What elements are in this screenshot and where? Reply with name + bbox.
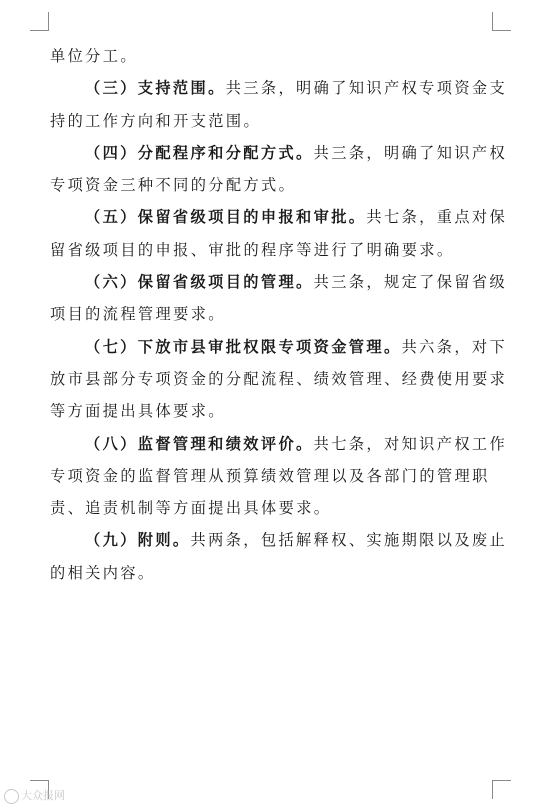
text-line (50, 266, 508, 298)
text-line (50, 298, 495, 330)
text-line (50, 395, 495, 427)
paragraph (50, 331, 508, 428)
text-line (50, 105, 495, 137)
paragraph (50, 40, 495, 72)
text-line (50, 234, 495, 266)
line-text: 共七条，对知识产权工作 (313, 434, 508, 453)
line-text: 共三条，明确了知识产权专项资金支 (225, 79, 508, 98)
section-heading: （四）分配程序和分配方式。 (85, 143, 314, 162)
section-heading: （五）保留省级项目的申报和审批。 (85, 208, 367, 227)
line-text: 共七条，重点对保 (366, 208, 508, 227)
line-text: 留省级项目的申报、审批的程序等进行了明确要求。 (50, 240, 455, 259)
top-left-margin-mark (30, 12, 49, 31)
section-heading: （三）支持范围。 (85, 79, 226, 98)
text-line (50, 137, 508, 169)
text-line (50, 492, 495, 524)
line-text: 共两条，包括解释权、实施期限以及废止 (190, 531, 508, 550)
bottom-right-margin-mark (492, 780, 511, 799)
text-line (50, 72, 508, 104)
line-text: 项目的流程管理要求。 (50, 305, 226, 324)
line-text: 共三条，明确了知识产权 (313, 143, 508, 162)
watermark-text: 大众报网 (21, 789, 65, 802)
line-text: 放市县部分专项资金的分配流程、绩效管理、经费使用要求 (50, 369, 508, 388)
section-heading: （九）附则。 (85, 531, 191, 550)
weibo-logo-icon (4, 789, 19, 804)
line-text: 专项资金的监督管理从预算绩效管理以及各部门的管理职 (50, 466, 490, 485)
section-heading: （八）监督管理和绩效评价。 (85, 434, 314, 453)
text-line (50, 524, 508, 556)
line-text: 单位分工。 (50, 47, 138, 65)
line-text: 的相关内容。 (50, 563, 156, 582)
paragraph (50, 201, 508, 266)
text-line (50, 460, 495, 492)
paragraph (50, 137, 508, 202)
line-text: 共三条，规定了保留省级 (313, 273, 508, 292)
text-line (50, 40, 495, 72)
section-heading: （七）下放市县审批权限专项资金管理。 (85, 337, 402, 356)
text-line (50, 169, 495, 201)
line-text: 共六条，对下 (401, 337, 508, 356)
top-right-margin-mark (492, 12, 511, 31)
section-heading: （六）保留省级项目的管理。 (85, 273, 314, 292)
text-line (50, 331, 508, 363)
paragraph (50, 72, 508, 137)
line-text: 等方面提出具体要求。 (50, 402, 226, 421)
text-line (50, 557, 495, 589)
paragraph (50, 266, 508, 331)
watermark (4, 787, 65, 804)
document-body (50, 40, 508, 589)
text-line (50, 363, 508, 395)
line-text: 持的工作方向和开支范围。 (50, 111, 262, 130)
paragraph (50, 428, 508, 525)
line-text: 专项资金三种不同的分配方式。 (50, 176, 297, 195)
text-line (50, 201, 508, 233)
paragraph (50, 524, 508, 589)
line-text: 责、追责机制等方面提出具体要求。 (50, 499, 332, 518)
text-line (50, 428, 508, 460)
